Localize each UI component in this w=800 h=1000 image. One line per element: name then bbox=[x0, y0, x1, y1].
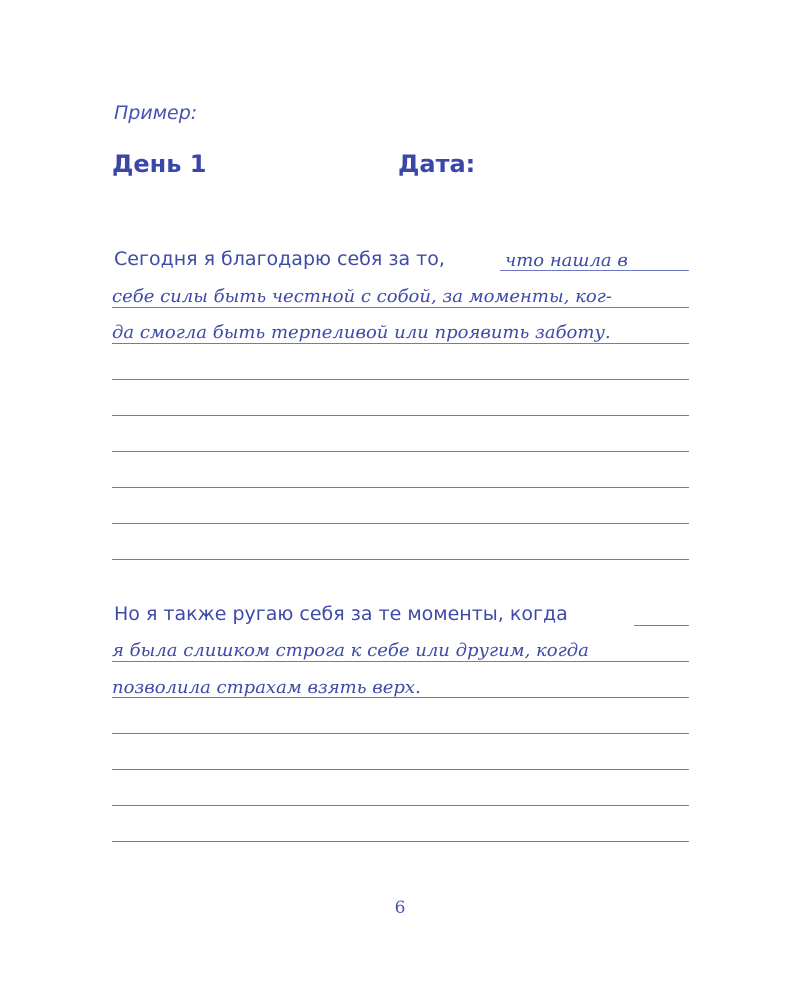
writing-line bbox=[634, 625, 689, 626]
writing-line bbox=[112, 733, 689, 734]
gratitude-answer-line-3: да смогла быть терпеливой или проявить заботу. bbox=[112, 322, 611, 343]
writing-line bbox=[112, 343, 689, 344]
writing-line bbox=[112, 487, 689, 488]
example-label: Пример: bbox=[114, 102, 198, 124]
writing-line bbox=[112, 769, 689, 770]
gratitude-prompt: Сегодня я благодарю себя за то, bbox=[114, 248, 445, 270]
writing-line bbox=[112, 415, 689, 416]
writing-line bbox=[112, 451, 689, 452]
writing-line bbox=[112, 307, 689, 308]
self-criticism-answer-line-1: я была слишком строга к себе или другим, когда bbox=[112, 640, 589, 661]
page-number: 6 bbox=[394, 898, 406, 918]
gratitude-answer-line-1: что нашла в bbox=[505, 250, 628, 271]
writing-line bbox=[112, 523, 689, 524]
writing-line bbox=[112, 379, 689, 380]
writing-line bbox=[112, 841, 689, 842]
day-title: День 1 bbox=[112, 150, 207, 178]
writing-line bbox=[112, 559, 689, 560]
writing-line bbox=[500, 270, 689, 271]
gratitude-answer-line-2: себе силы быть честной с собой, за моменты, ког- bbox=[112, 286, 612, 307]
date-label: Дата: bbox=[398, 150, 476, 178]
self-criticism-prompt: Но я также ругаю себя за те моменты, когда bbox=[114, 603, 568, 625]
self-criticism-answer-line-2: позволила страхам взять верх. bbox=[112, 677, 421, 698]
writing-line bbox=[112, 697, 689, 698]
writing-line bbox=[112, 805, 689, 806]
writing-line bbox=[112, 661, 689, 662]
